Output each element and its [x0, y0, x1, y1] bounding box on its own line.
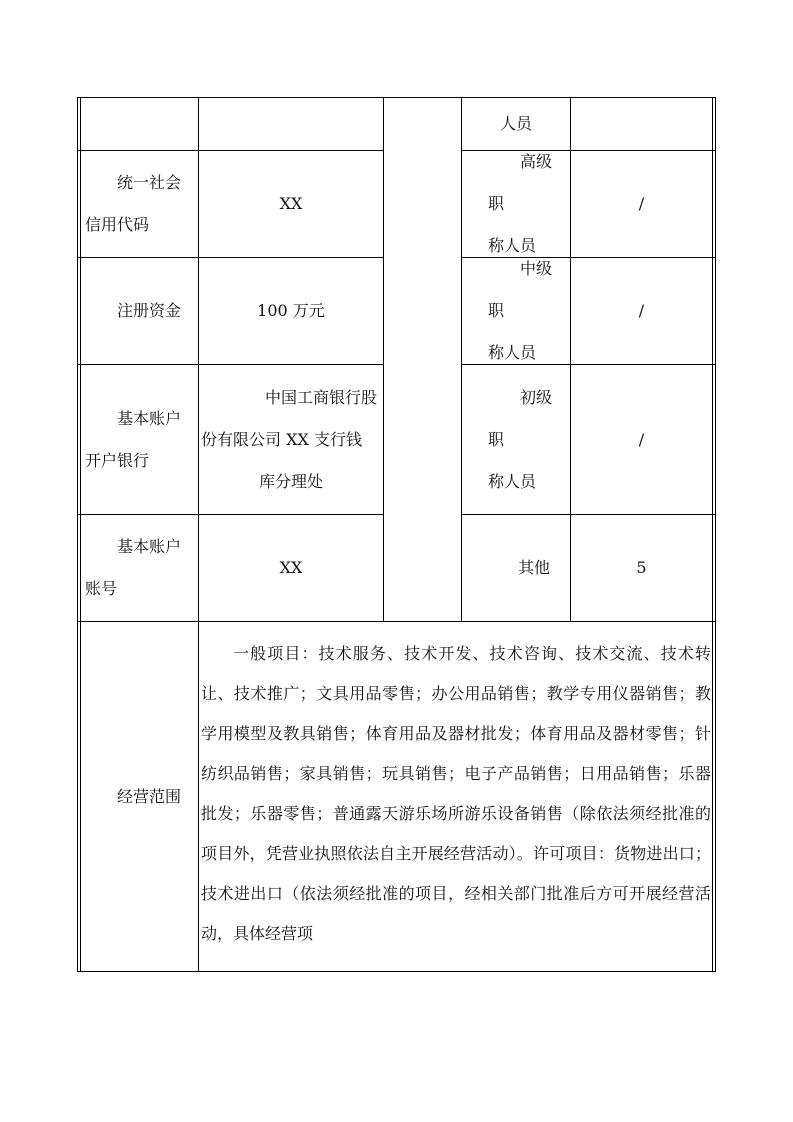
label-account-line1: 基本账户	[117, 537, 182, 556]
label-business-scope: 经营范围	[117, 786, 182, 806]
left-value-cell	[199, 258, 383, 364]
label-junior-title-line1: 初级职	[488, 387, 553, 449]
account-number-value: XX	[279, 558, 303, 577]
right-value-cell	[571, 365, 712, 514]
label-bank-line2: 开户银行	[85, 450, 150, 470]
label-junior-title-line2: 称人员	[488, 471, 537, 491]
label-credit-code-line2: 信用代码	[85, 215, 150, 234]
label-registered-capital: 注册资金	[117, 301, 182, 320]
other-value: 5	[636, 558, 647, 577]
left-value-cell	[199, 515, 383, 621]
left-value-cell	[199, 365, 383, 514]
right-label-cell	[462, 515, 570, 621]
left-label-cell	[81, 515, 198, 621]
senior-title-value: /	[638, 194, 645, 213]
label-personnel: 人员	[499, 114, 532, 133]
label-mid-title-line1: 中级职	[488, 259, 553, 320]
label-mid-title-line2: 称人员	[488, 343, 537, 362]
right-label-cell	[462, 151, 570, 257]
junior-title-value: /	[638, 429, 645, 449]
bank-name-line2: 份有限公司 XX 支行钱	[201, 429, 362, 449]
bank-name-line1: 中国工商银行股	[264, 387, 377, 407]
credit-code-value: XX	[279, 194, 303, 213]
right-label-cell	[462, 365, 570, 514]
label-senior-title-line2: 称人员	[488, 236, 537, 255]
table-border-bottom	[77, 971, 716, 972]
business-scope-text: 一般项目：技术服务、技术开发、技术咨询、技术交流、技术转让、技术推广；文具用品零售；办公用品销售；教学专用仪器销售；教学用模型及教具销售；体育用品及器材批发；体育用品及器材零售；针纺织品销售；家具销售；玩具销售；电子产品销售；日用品销售；乐器批发；乐器零售；普通露天游乐场所游乐设备销售（除依法须经批准的项目外，凭营业执照依法自主开展经营活动）。许可项目：货物进出口；技术进出口（依法须经批准的项目，经相关部门批准后方可开展经营活动，具体经营项	[201, 644, 711, 943]
label-account-line2: 账号	[85, 579, 118, 598]
bank-name-line3: 库分理处	[258, 471, 323, 491]
label-bank-line1: 基本账户	[117, 408, 182, 428]
right-value-cell	[571, 151, 712, 257]
left-value-cell	[199, 151, 383, 257]
column-divider	[383, 97, 384, 622]
left-label-cell	[81, 258, 198, 364]
mid-title-value: /	[638, 301, 645, 320]
right-value-cell	[571, 258, 712, 364]
label-senior-title-line1: 高级职	[488, 152, 553, 213]
label-other: 其他	[517, 558, 550, 577]
registered-capital-value: 100 万元	[257, 301, 325, 320]
left-label-cell	[81, 151, 198, 257]
left-label-cell	[81, 365, 198, 514]
right-label-cell	[462, 258, 570, 364]
table-border-top	[77, 97, 716, 98]
label-credit-code-line1: 统一社会	[117, 173, 182, 192]
right-value-cell	[571, 515, 712, 621]
business-scope-label-cell	[81, 622, 198, 971]
